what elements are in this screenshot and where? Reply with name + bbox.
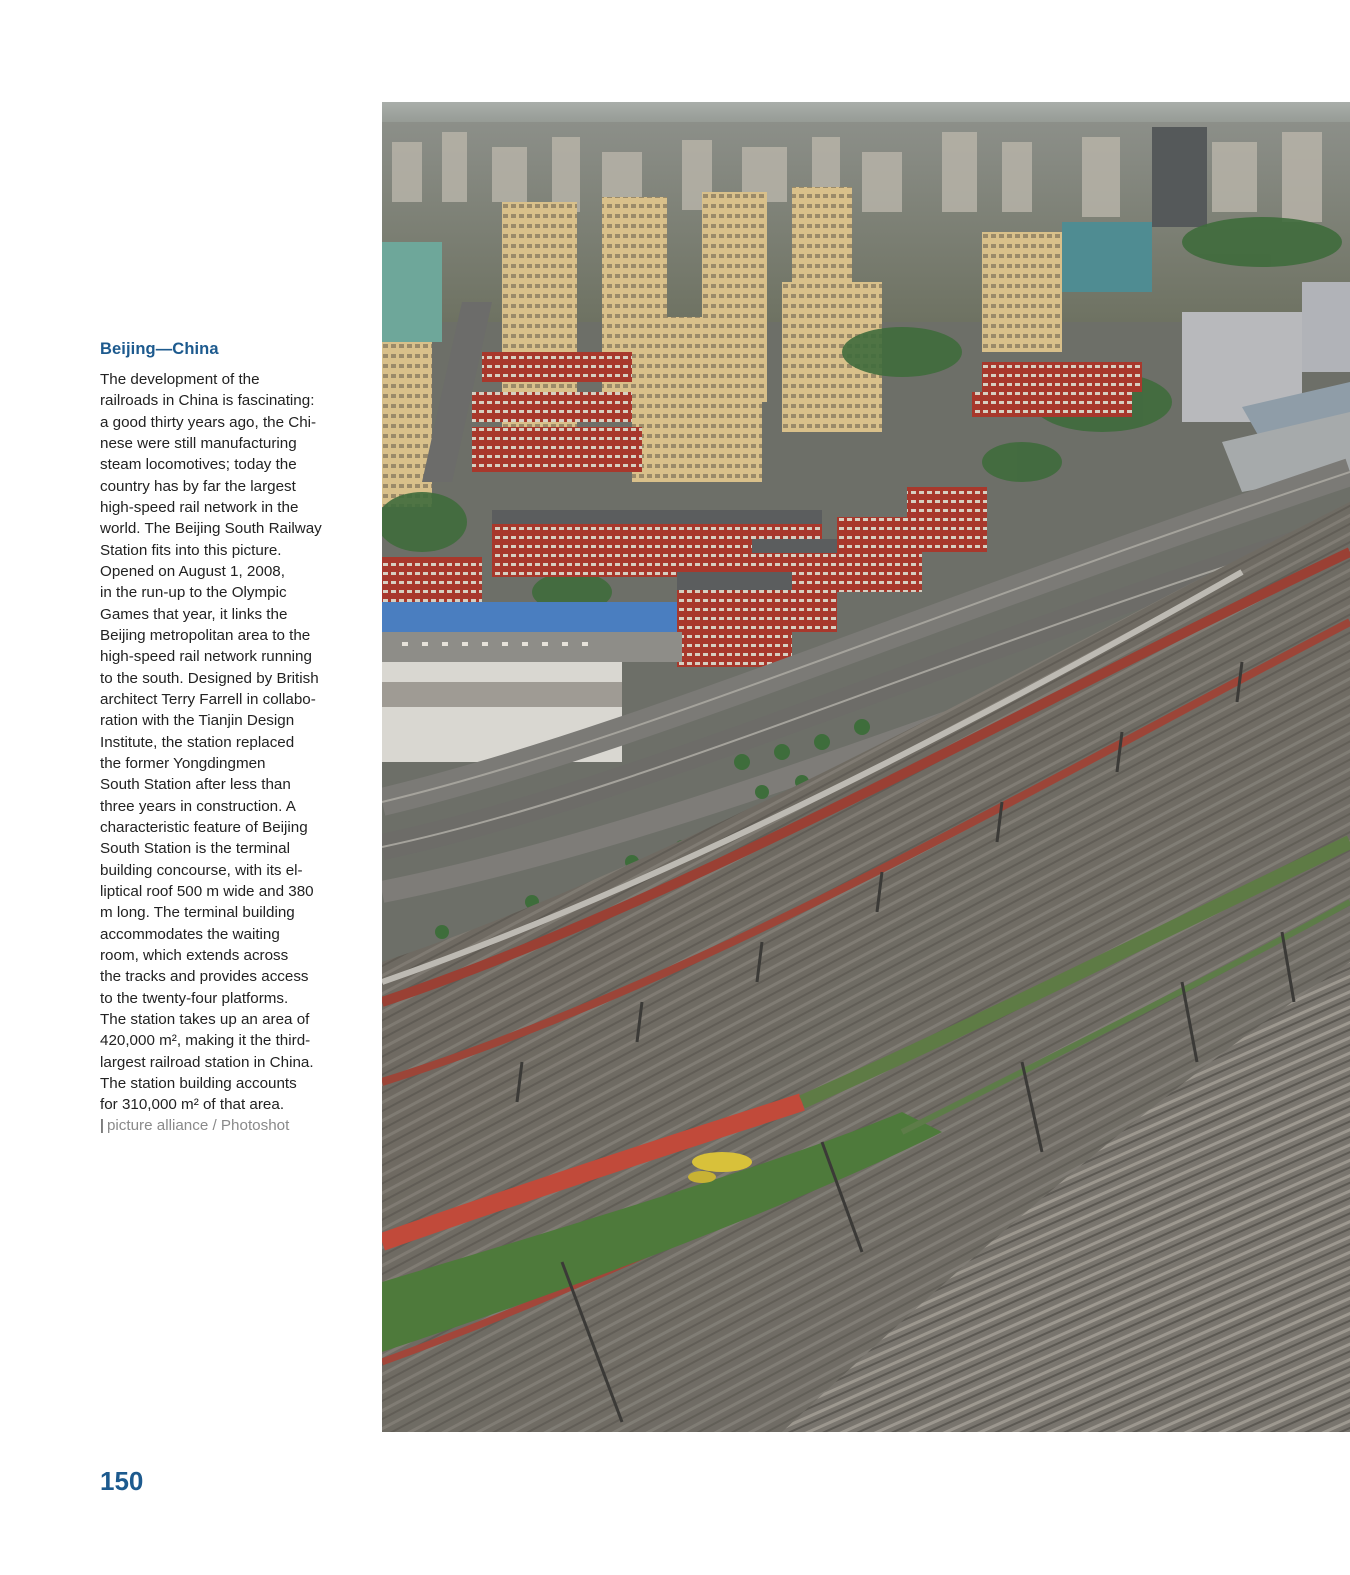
caption-line: The station building accounts (100, 1074, 297, 1092)
caption-line: characteristic feature of Beijing (100, 818, 308, 836)
page-number: 150 (100, 1466, 144, 1496)
photo-illustration (382, 102, 1350, 1432)
caption-line: for 310,000 m² of that area. (100, 1096, 285, 1114)
caption-line: accommodates the waiting (100, 925, 280, 943)
caption-line: The development of the (100, 371, 260, 388)
caption-line: the former Yongdingmen (100, 754, 266, 772)
caption-line: steam locomotives; today the (100, 456, 297, 474)
caption-line: to the twenty-four platforms. (100, 989, 289, 1007)
caption-title: Beijing—China (100, 340, 219, 358)
caption-line: in the run-up to the Olympic (100, 584, 287, 602)
caption-line: 420,000 m², making it the third- (100, 1032, 311, 1050)
caption-line: Games that year, it links the (100, 605, 288, 623)
credit-text: picture alliance / Photoshot (106, 1117, 290, 1135)
caption-line: a good thirty years ago, the Chi- (100, 413, 317, 431)
caption-body (100, 369, 350, 1137)
caption-line: building concourse, with its el- (100, 861, 303, 879)
caption-line: ration with the Tianjin Design (100, 712, 295, 730)
caption-line: Beijing metropolitan area to the (100, 626, 311, 644)
caption-line: high-speed rail network running (100, 648, 312, 666)
caption-line: Station fits into this picture. (100, 541, 282, 559)
caption-line: to the south. Designed by British (100, 669, 319, 687)
caption-line: South Station after less than (100, 776, 291, 794)
caption-line: liptical roof 500 m wide and 380 (100, 882, 314, 900)
caption-line: country has by far the largest (100, 477, 296, 495)
aerial-photo-railway-station (382, 102, 1350, 1432)
caption-line: South Station is the terminal (100, 840, 290, 858)
caption-line: Institute, the station replaced (100, 733, 295, 751)
caption-line: architect Terry Farrell in collabo- (100, 690, 316, 708)
caption-line: high-speed rail network in the (100, 498, 299, 516)
photo-credit (100, 1115, 350, 1136)
caption-line: m long. The terminal building (100, 904, 295, 922)
caption-line: room, which extends across (100, 946, 289, 964)
caption-line: nese were still manufacturing (100, 434, 297, 452)
caption-line: the tracks and provides access (100, 968, 309, 986)
caption-line: largest railroad station in China. (100, 1053, 314, 1071)
caption-line: railroads in China is fascinating: (100, 392, 315, 410)
caption-line: three years in construction. A (100, 797, 296, 815)
photo-caption (100, 340, 350, 1137)
caption-line: The station takes up an area of (100, 1010, 310, 1028)
caption-line: world. The Beijing South Railway (100, 520, 322, 538)
caption-line: Opened on August 1, 2008, (100, 562, 285, 580)
credit-separator: | (100, 1117, 104, 1135)
